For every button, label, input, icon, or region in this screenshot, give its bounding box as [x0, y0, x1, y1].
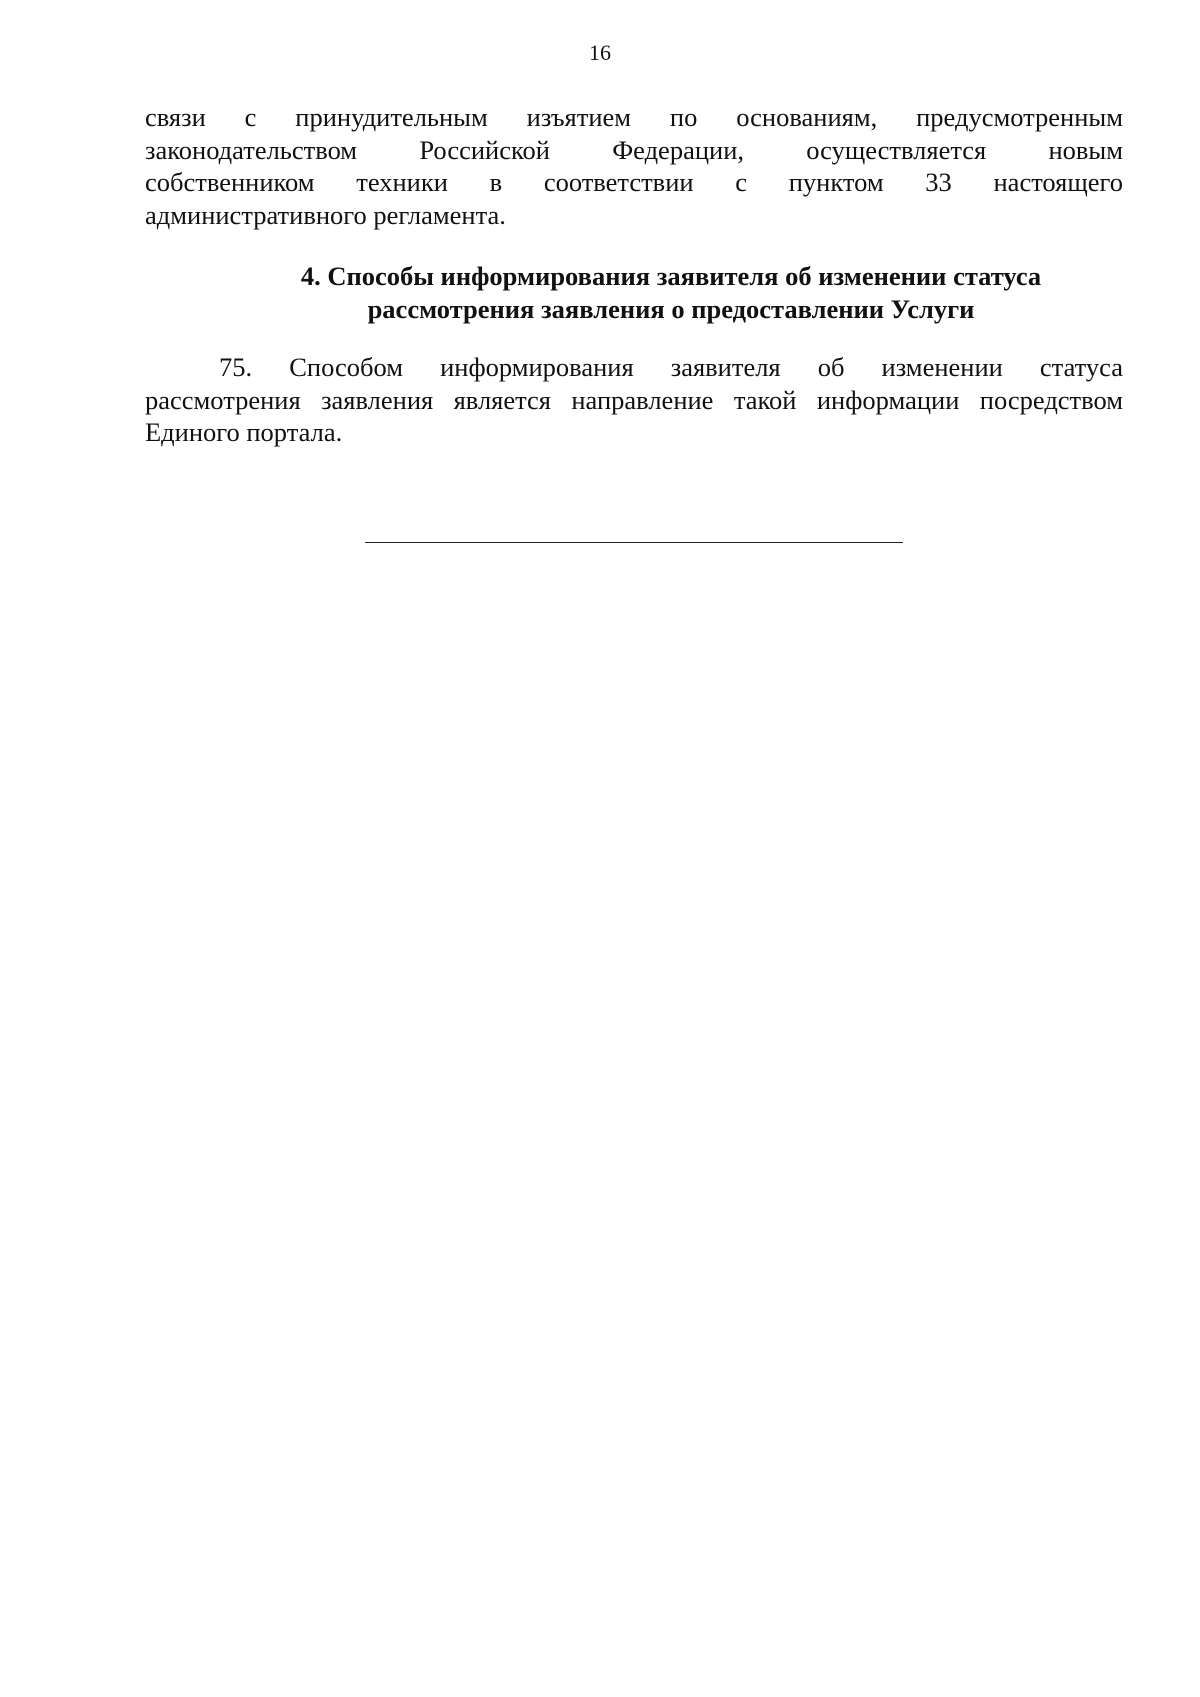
paragraph-line: собственником техники в соответствии с пунктом 33 настоящего	[145, 167, 1123, 197]
paragraph-continuation	[145, 101, 1123, 231]
paragraph-line: административного регламента.	[145, 199, 506, 230]
paragraph-line: связи с принудительным изъятием по основаниям, предусмотренным	[145, 102, 1123, 132]
paragraph-75	[145, 351, 1123, 449]
heading-line: 4. Способы информирования заявителя об изменении статуса	[300, 261, 1042, 291]
end-divider-line	[365, 542, 903, 543]
section-heading	[145, 260, 1123, 326]
heading-line: рассмотрения заявления о предоставлении Услуги	[367, 294, 975, 324]
paragraph-line: Единого портала.	[145, 417, 343, 447]
page-number: 16	[589, 40, 611, 65]
paragraph-line: законодательством Российской Федерации, осуществляется новым	[145, 134, 1123, 165]
paragraph-line: 75. Способом информирования заявителя об изменении статуса	[219, 352, 1123, 382]
paragraph-line: рассмотрения заявления является направление такой информации посредством	[145, 384, 1123, 415]
